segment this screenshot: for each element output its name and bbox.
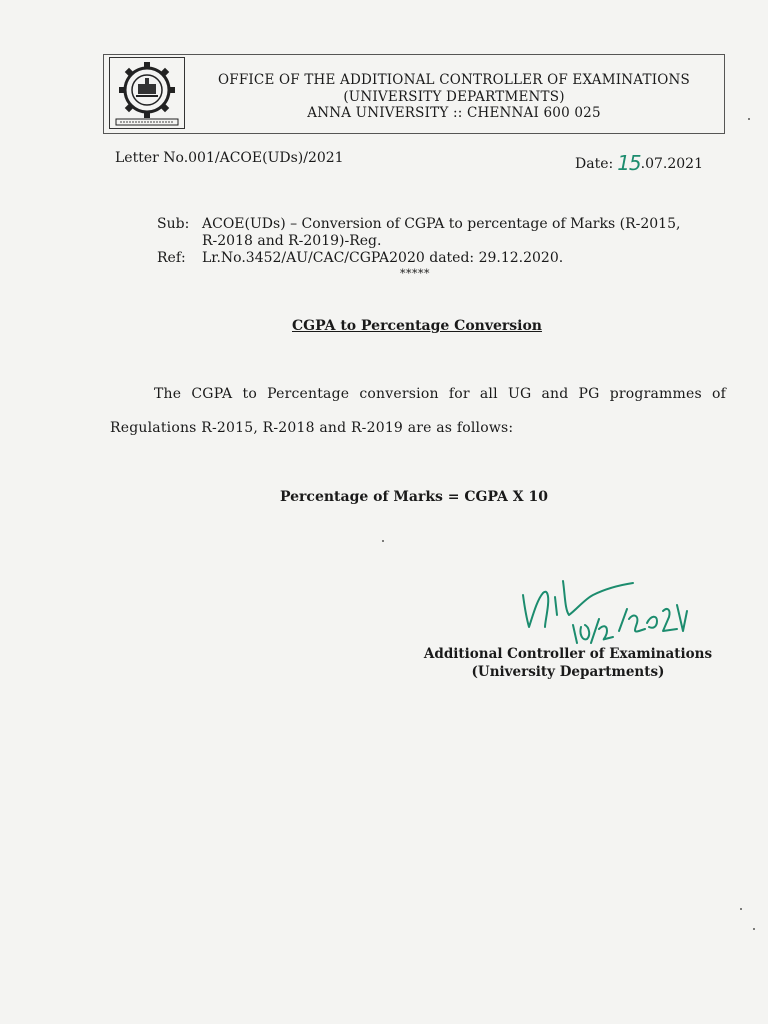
body-paragraph-line-2: Regulations R-2015, R-2018 and R-2019 are as follows: [110, 420, 514, 436]
handwritten-signature [515, 575, 705, 650]
university-logo [109, 57, 185, 129]
subject-text [202, 216, 722, 250]
letter-date [575, 149, 703, 173]
designation-line-1: Additional Controller of Examinations [423, 646, 713, 662]
reference-label: Ref: [157, 250, 186, 266]
document-heading [0, 318, 768, 334]
heading-text: CGPA to Percentage Conversion [292, 318, 542, 334]
subject-line-1: ACOE(UDs) – Conversion of CGPA to percentage of Marks (R-2015, [202, 216, 681, 232]
subject-row [157, 216, 722, 250]
office-line-2: (UNIVERSITY DEPARTMENTS) [343, 88, 565, 105]
reference-row [157, 250, 722, 267]
office-line-3: ANNA UNIVERSITY :: CHENNAI 600 025 [307, 105, 601, 121]
scan-speck [740, 908, 742, 910]
reference-text: Lr.No.3452/AU/CAC/CGPA2020 dated: 29.12.2020. [202, 250, 564, 266]
scan-speck [753, 928, 755, 930]
gear-emblem-icon [110, 58, 184, 128]
separator-stars: ***** [400, 267, 430, 280]
scan-speck [382, 540, 384, 542]
office-line-1: OFFICE OF THE ADDITIONAL CONTROLLER OF EXAMINATIONS [217, 72, 690, 88]
scan-speck [748, 118, 750, 120]
letterhead [103, 54, 725, 134]
letter-number: Letter No.001/ACOE(UDs)/2021 [115, 150, 344, 166]
subject-label: Sub: [157, 216, 190, 232]
date-day-handwritten: 15 [617, 151, 641, 175]
body-paragraph-line-1: The CGPA to Percentage conversion for all UG and PG programmes of [154, 386, 726, 402]
office-heading [194, 72, 714, 122]
signatory-designation [415, 645, 721, 681]
subject-line-2: R-2018 and R-2019)-Reg. [202, 233, 382, 249]
date-month-year: .07.2021 [640, 156, 703, 172]
subject-block [157, 216, 722, 267]
date-label: Date: [575, 156, 614, 172]
conversion-formula: Percentage of Marks = CGPA X 10 [280, 489, 548, 505]
designation-line-2: (University Departments) [471, 664, 665, 680]
